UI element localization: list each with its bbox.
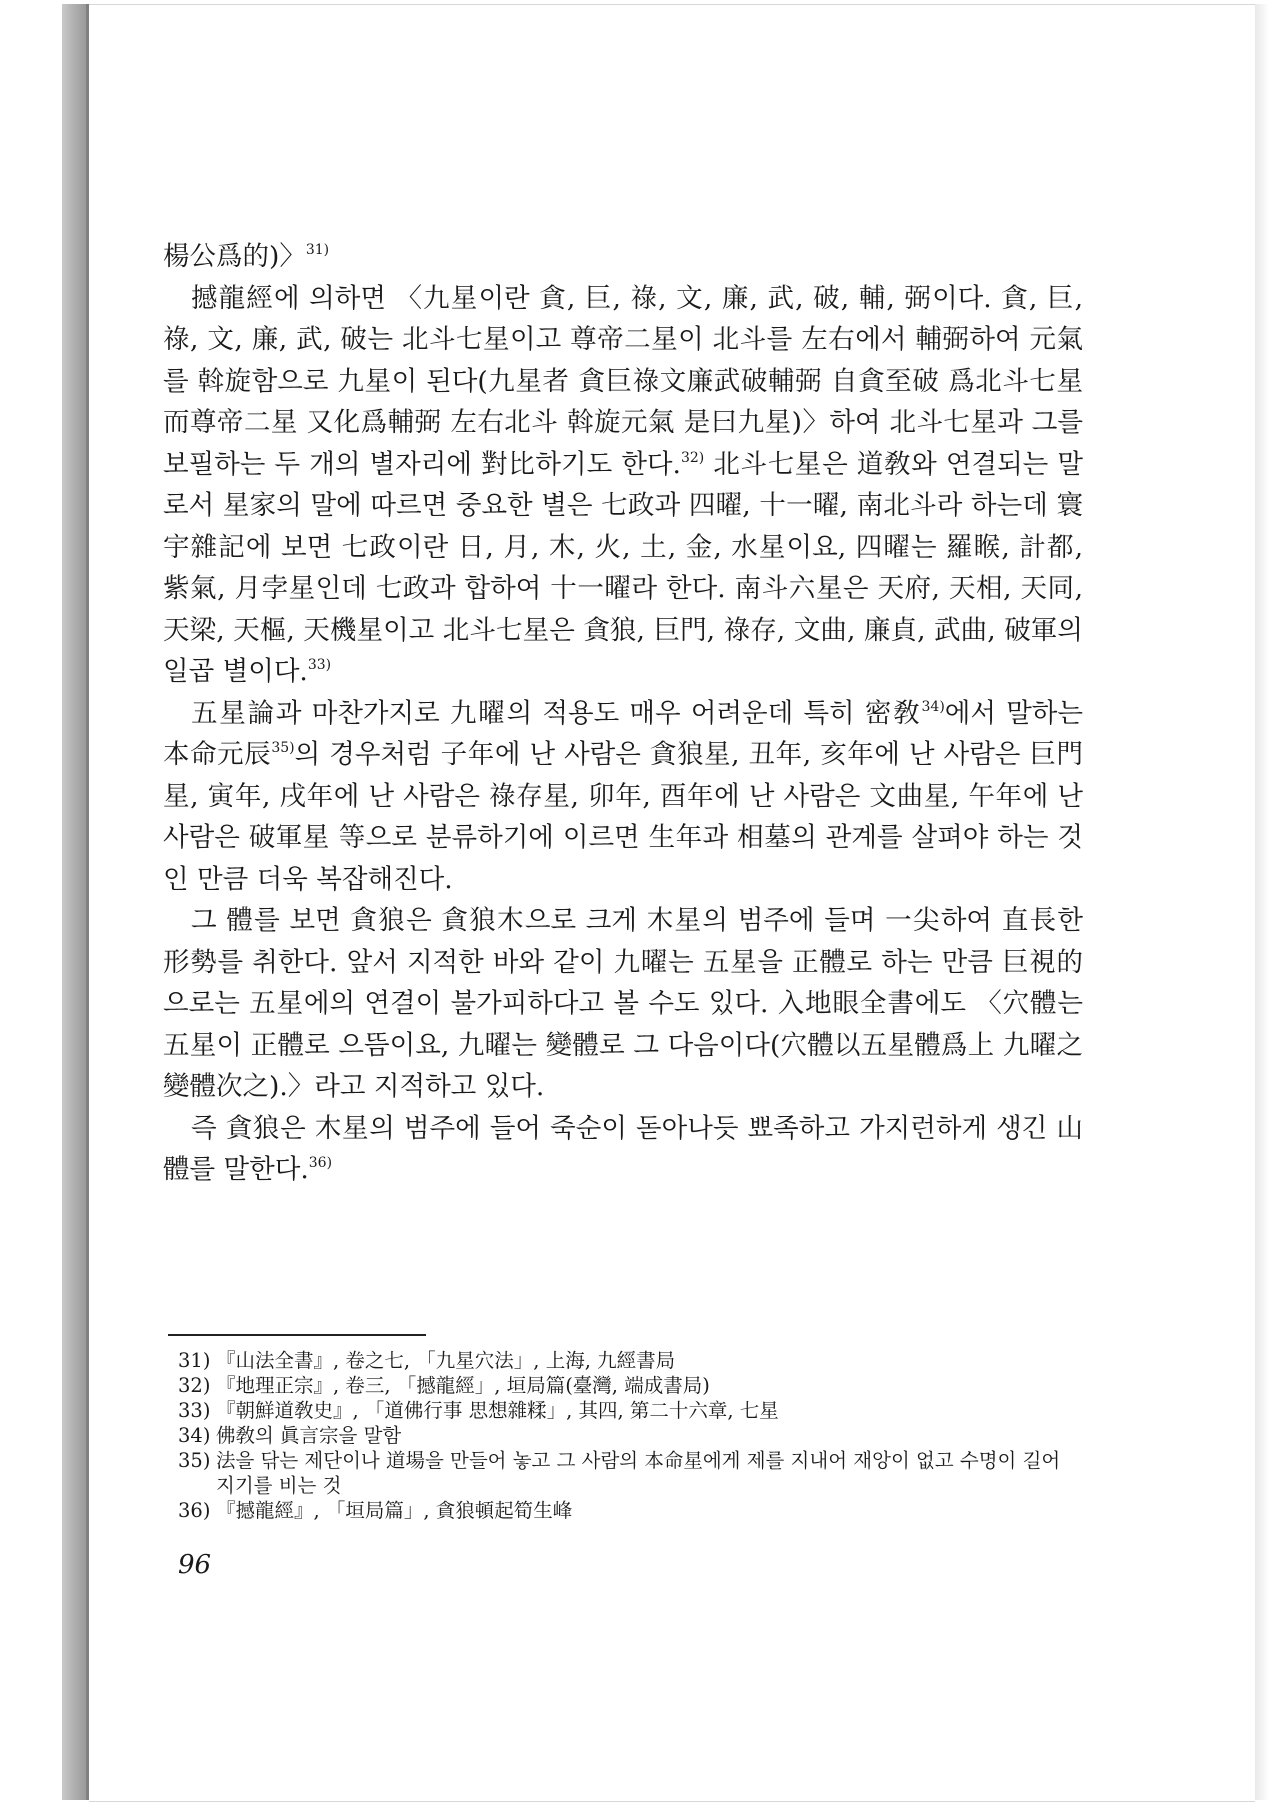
footnote-number: 34) xyxy=(178,1424,211,1447)
book-spine xyxy=(62,4,86,1800)
paragraph-2 xyxy=(163,693,1083,901)
paragraph-1 xyxy=(163,278,1083,693)
paragraph-3-text: 그 體를 보면 貪狼은 貪狼木으로 크게 木星의 범주에 들며 一尖하여 直長한 形勢를 취한다. 앞서 지적한 바와 같이 九曜는 五星을 正體로 하는 만큼 巨視的으로는 五星에의 연결이 불가피하다고 볼 수도 있다. 入地眼全書에도 〈穴體는 五星이 正體로 으뜸이요, 九曜는 變體로 그 다음이다(穴體以五星體爲上 九曜之變體次之).〉라고 지적하고 있다. xyxy=(163,905,1083,1102)
footnote-number: 35) xyxy=(178,1449,211,1472)
footnote-item xyxy=(178,1498,1078,1523)
paragraph-4-text: 즉 貪狼은 木星의 범주에 들어 죽순이 돋아나듯 뾰족하고 가지런하게 생긴 山體를 말한다. xyxy=(163,1112,1083,1185)
paragraph-3 xyxy=(163,900,1083,1108)
footnote-number: 31) xyxy=(178,1349,211,1372)
paragraph-1-text: 撼龍經에 의하면 〈九星이란 貪, 巨, 祿, 文, 廉, 武, 破, 輔, 弼이다. 貪, 巨, 祿, 文, 廉, 武, 破는 北斗七星이고 尊帝二星이 北斗를 左右에서 輔弼하여 元氣를 斡旋함으로 九星이 된다(九星者 貪巨祿文廉武破輔弼 自貪至破 爲北斗七星 而尊帝二星 又化爲輔弼 左右北斗 斡旋元氣 是曰九星)〉하여 北斗七星과 그를 보필하는 두 개의 별자리에 對比하기도 한다. xyxy=(163,282,1083,480)
footnote-ref-33: 33) xyxy=(307,657,332,673)
footnote-ref-34: 34) xyxy=(921,698,945,715)
footnote-text: 『地理正宗』, 卷三, 「撼龍經」, 垣局篇(臺灣, 端成書局) xyxy=(216,1374,710,1397)
paragraph-0 xyxy=(163,236,1083,278)
footnote-ref-36: 36) xyxy=(308,1155,333,1171)
main-text xyxy=(163,236,1083,1191)
footnote-item xyxy=(178,1423,1078,1448)
footnote-text: 『朝鮮道敎史』, 「道佛行事 思想雜糅」, 其四, 第二十六章, 七星 xyxy=(216,1399,779,1422)
footnote-number: 32) xyxy=(178,1374,211,1397)
page-number: 96 xyxy=(178,1550,212,1580)
footnote-item xyxy=(178,1448,1078,1498)
paragraph-0-text: 楊公爲的)〉 xyxy=(163,241,306,272)
footnotes xyxy=(178,1348,1078,1579)
paragraph-2-text: 五星論과 마찬가지로 九曜의 적용도 매우 어려운데 특히 密敎 xyxy=(191,697,922,729)
footnote-item xyxy=(178,1373,1078,1398)
footnote-text: 法을 닦는 제단이나 道場을 만들어 놓고 그 사람의 本命星에게 제를 지내어 재앙이 없고 수명이 길어지기를 비는 것 xyxy=(216,1449,1061,1497)
paragraph-2-tail: 에서 말하는 本命元辰 xyxy=(163,697,1084,770)
footnote-item xyxy=(178,1398,1078,1423)
footnote-text: 『山法全書』, 卷之七, 「九星穴法」, 上海, 九經書局 xyxy=(216,1349,676,1372)
footnote-number: 36) xyxy=(178,1499,211,1522)
footnote-ref-35: 35) xyxy=(271,740,295,756)
paragraph-1-tail: 北斗七星은 道敎와 연결되는 말로서 星家의 말에 따르면 중요한 별은 七政과 四曜, 十一曜, 南北斗라 하는데 寰宇雜記에 보면 七政이란 日, 月, 木, 火, 土, 金, 水星이요, 四曜는 羅睺, 計都, 紫氣, 月孛星인데 七政과 합하여 十一曜라 한다. 南斗六星은 天府, 天相, 天同, 天梁, 天樞, 天機星이고 北斗七星은 貪狼, 巨門, 祿存, 文曲, 廉貞, 武曲, 破軍의 일곱 별이다. xyxy=(163,448,1083,687)
page-number-row xyxy=(178,1550,1078,1580)
footnote-ref-31: 31) xyxy=(305,242,330,258)
footnote-item xyxy=(178,1348,1078,1373)
footnote-text: 佛敎의 眞言宗을 말함 xyxy=(216,1424,402,1447)
footnote-text: 『撼龍經』, 「垣局篇」, 貪狼頓起筍生峰 xyxy=(216,1499,573,1522)
page-right-edge xyxy=(1255,4,1269,1800)
footnote-ref-32: 32) xyxy=(680,449,705,466)
paragraph-2-tail2: 의 경우처럼 子年에 난 사람은 貪狼星, 丑年, 亥年에 난 사람은 巨門星, 寅年, 戌年에 난 사람은 祿存星, 卯年, 酉年에 난 사람은 文曲星, 午年에 난 사람은 破軍星 等으로 분류하기에 이르면 生年과 相墓의 관계를 살펴야 하는 것인 만큼 더욱 복잡해진다. xyxy=(163,739,1083,895)
footnote-divider xyxy=(168,1334,426,1336)
footnote-number: 33) xyxy=(178,1399,211,1422)
paragraph-4 xyxy=(163,1108,1083,1191)
